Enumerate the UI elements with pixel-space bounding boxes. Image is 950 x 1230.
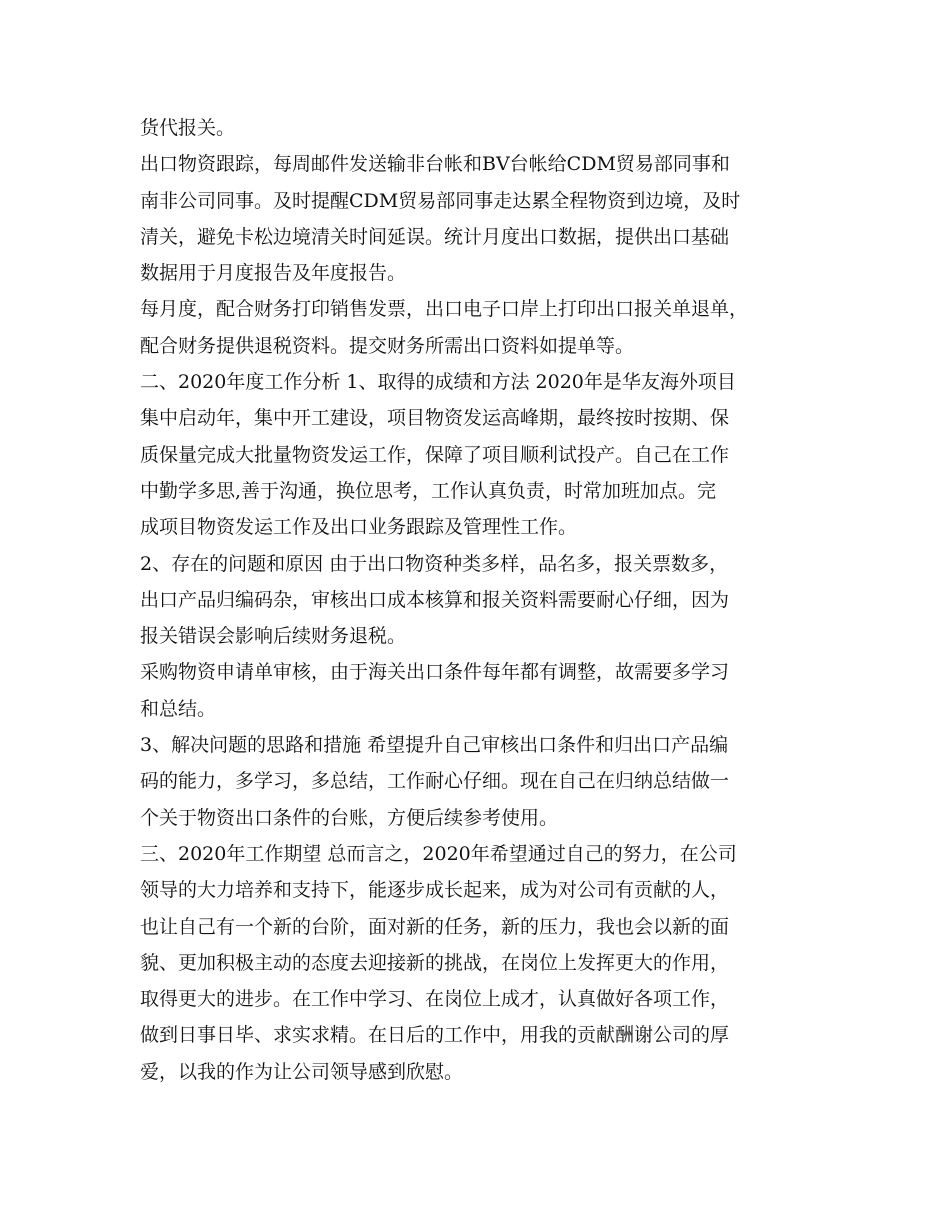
text-line: 质保量完成大批量物资发运工作，保障了项目顺利试投产。自己在工作 <box>140 443 730 466</box>
text-line: 报关错误会影响后续财务退税。 <box>140 625 407 648</box>
text-line: 二、2020年度工作分析 1、取得的成绩和方法 2020年是华友海外项目 <box>140 371 736 394</box>
text-line: 3、解决问题的思路和措施 希望提升自己审核出口条件和归出口产品编 <box>140 734 729 757</box>
text-line: 2、存在的问题和原因 由于出口物资种类多样，品名多，报关票数多， <box>140 552 729 575</box>
text-line: 清关，避免卡松边境清关时间延误。统计月度出口数据，提供出口基础 <box>140 225 730 248</box>
text-line: 货代报关。 <box>140 117 236 139</box>
document-body <box>140 110 820 1090</box>
text-line: 出口物资跟踪，每周邮件发送输非台帐和BV台帐给CDM贸易部同事和 <box>140 153 730 176</box>
text-line: 也让自己有一个新的台阶，面对新的任务，新的压力，我也会以新的面 <box>140 915 730 938</box>
text-line: 爱，以我的作为让公司领导感到欣慰。 <box>140 1060 464 1083</box>
text-line: 配合财务提供退税资料。提交财务所需出口资料如提单等。 <box>140 334 635 357</box>
text-line: 三、2020年工作期望 总而言之，2020年希望通过自己的努力，在公司 <box>140 842 737 865</box>
text-line: 数据用于月度报告及年度报告。 <box>140 262 407 285</box>
text-line: 码的能力，多学习，多总结，工作耐心仔细。现在自己在归纳总结做一 <box>140 770 730 793</box>
text-line: 个关于物资出口条件的台账，方便后续参考使用。 <box>140 806 559 829</box>
text-line: 做到日事日毕、求实求精。在日后的工作中，用我的贡献酬谢公司的厚 <box>140 1024 730 1047</box>
text-line: 貌、更加积极主动的态度去迎接新的挑战，在岗位上发挥更大的作用， <box>140 951 730 974</box>
text-line: 成项目物资发运工作及出口业务跟踪及管理性工作。 <box>140 516 578 539</box>
text-line: 取得更大的进步。在工作中学习、在岗位上成才，认真做好各项工作， <box>140 988 730 1011</box>
text-line: 出口产品归编码杂，审核出口成本核算和报关资料需要耐心仔细，因为 <box>140 588 730 611</box>
text-line: 集中启动年，集中开工建设，项目物资发运高峰期，最终按时按期、保 <box>140 407 730 430</box>
text-line: 南非公司同事。及时提醒CDM贸易部同事走达累全程物资到边境，及时 <box>140 189 741 212</box>
text-line: 每月度，配合财务打印销售发票，出口电子口岸上打印出口报关单退单， <box>140 298 749 321</box>
text-line: 领导的大力培养和支持下，能逐步成长起来，成为对公司有贡献的人， <box>140 879 730 902</box>
text-line: 和总结。 <box>140 697 217 720</box>
text-line: 中勤学多思,善于沟通，换位思考，工作认真负责，时常加班加点。完 <box>140 479 717 502</box>
text-line: 采购物资申请单审核，由于海关出口条件每年都有调整，故需要多学习 <box>140 661 730 684</box>
